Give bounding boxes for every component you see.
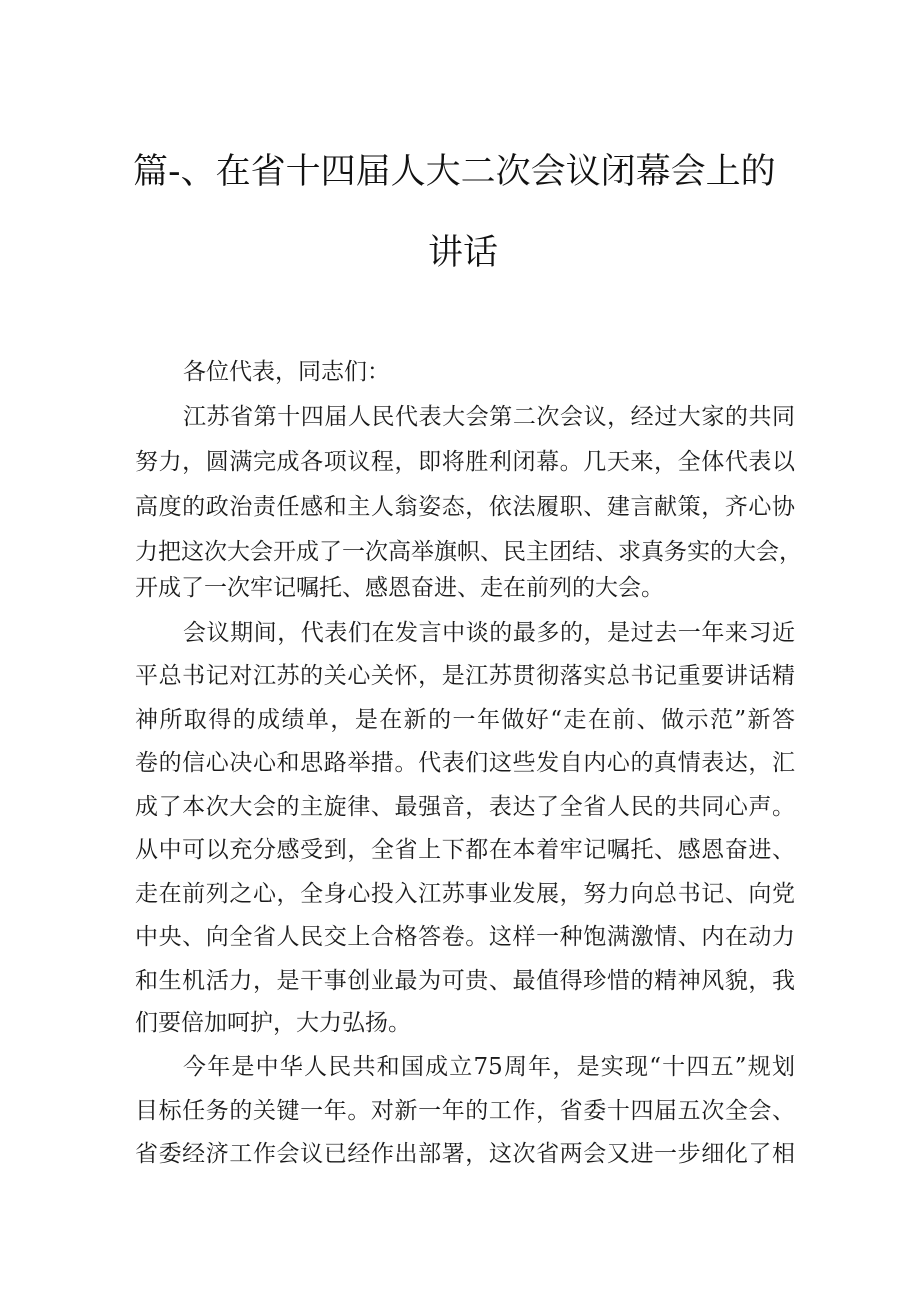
paragraph-line: 们要倍加呵护，大力弘扬。 bbox=[135, 1010, 411, 1036]
paragraph-line: 成了本次大会的主旋律、最强音，表达了全省人民的共同心声。 bbox=[135, 794, 795, 820]
paragraph-line: 会议期间，代表们在发言中谈的最多的，是过去一年来习近 bbox=[183, 620, 795, 646]
paragraph-line: 江苏省第十四届人民代表大会第二次会议，经过大家的共同 bbox=[183, 404, 795, 430]
paragraph-line: 卷的信心决心和思路举措。代表们这些发自内心的真情表达，汇 bbox=[135, 750, 795, 776]
paragraph-line: 从中可以充分感受到，全省上下都在本着牢记嘱托、感恩奋进、 bbox=[135, 837, 795, 863]
paragraph-line: 努力，圆满完成各项议程，即将胜利闭幕。几天来，全体代表以 bbox=[135, 449, 795, 475]
paragraph-line: 高度的政治责任感和主人翁姿态，依法履职、建言献策，齐心协 bbox=[135, 494, 795, 520]
paragraph-line: 开成了一次牢记嘱托、感恩奋进、走在前列的大会。 bbox=[135, 575, 664, 601]
paragraph-line: 平总书记对江苏的关心关怀，是江苏贯彻落实总书记重要讲话精 bbox=[135, 663, 795, 689]
paragraph-line: 中央、向全省人民交上合格答卷。这样一种饱满激情、内在动力 bbox=[135, 924, 795, 950]
paragraph-line: 和生机活力，是干事创业最为可贵、最值得珍惜的精神风貌，我 bbox=[135, 968, 795, 994]
paragraph-line: 省委经济工作会议已经作出部署，这次省两会又进一步细化了相 bbox=[135, 1141, 795, 1167]
document-title: 篇-、在省十四届人大二次会议闭幕会上的 bbox=[133, 152, 776, 192]
paragraph-line: 目标任务的关键一年。对新一年的工作，省委十四届五次全会、 bbox=[135, 1098, 795, 1124]
paragraph-line: 走在前列之心，全身心投入江苏事业发展，努力向总书记、向党 bbox=[135, 881, 795, 907]
document-title-continuation: 讲话 bbox=[428, 233, 499, 273]
paragraph-line: 今年是中华人民共和国成立75周年，是实现“十四五”规划 bbox=[183, 1054, 795, 1080]
salutation: 各位代表，同志们： bbox=[183, 359, 390, 385]
paragraph-line: 神所取得的成绩单，是在新的一年做好“走在前、做示范”新答 bbox=[135, 707, 795, 733]
paragraph-line: 力把这次大会开成了一次高举旗帜、民主团结、求真务实的大会， bbox=[135, 539, 802, 565]
